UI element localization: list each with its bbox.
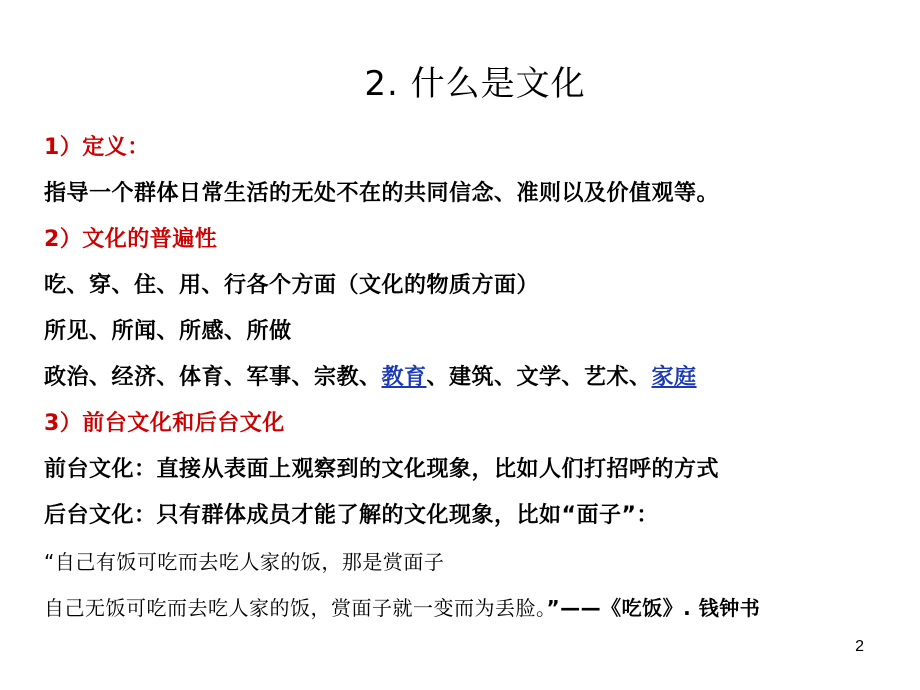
universality-line-3: [44, 360, 697, 391]
slide-title: 2. 什么是文化: [364, 64, 586, 104]
front-stage-culture-text: 前台文化：直接从表面上观察到的文化现象，比如人们打招呼的方式: [44, 457, 720, 482]
quote-line-1: “自己有饭可吃而去吃人家的饭，那是赏面子: [44, 550, 445, 574]
family-link[interactable]: 家庭: [651, 365, 697, 390]
quote-line-2: [44, 592, 760, 621]
section-3-heading: 3）前台文化和后台文化: [44, 411, 285, 436]
quote-source: ”——《吃饭》. 钱钟书: [546, 596, 761, 620]
universality-line-3-part-2: 、建筑、文学、艺术、: [426, 365, 652, 390]
universality-line-3-part-1: 政治、经济、体育、军事、宗教、: [44, 365, 382, 390]
definition-text: 指导一个群体日常生活的无处不在的共同信念、准则以及价值观等。: [44, 181, 720, 206]
quote-line-2-text: 自己无饭可吃而去吃人家的饭，赏面子就一变而为丢脸。: [44, 596, 547, 620]
universality-line-1: 吃、穿、住、用、行各个方面（文化的物质方面）: [44, 273, 540, 298]
section-2-heading: 2）文化的普遍性: [44, 227, 218, 252]
back-stage-culture-text: 后台文化：只有群体成员才能了解的文化现象，比如“面子”：: [44, 503, 659, 528]
page-number: 2: [855, 638, 864, 655]
education-link[interactable]: 教育: [381, 365, 427, 390]
section-1-heading: 1）定义：: [44, 135, 150, 160]
universality-line-2: 所见、所闻、所感、所做: [44, 319, 292, 344]
